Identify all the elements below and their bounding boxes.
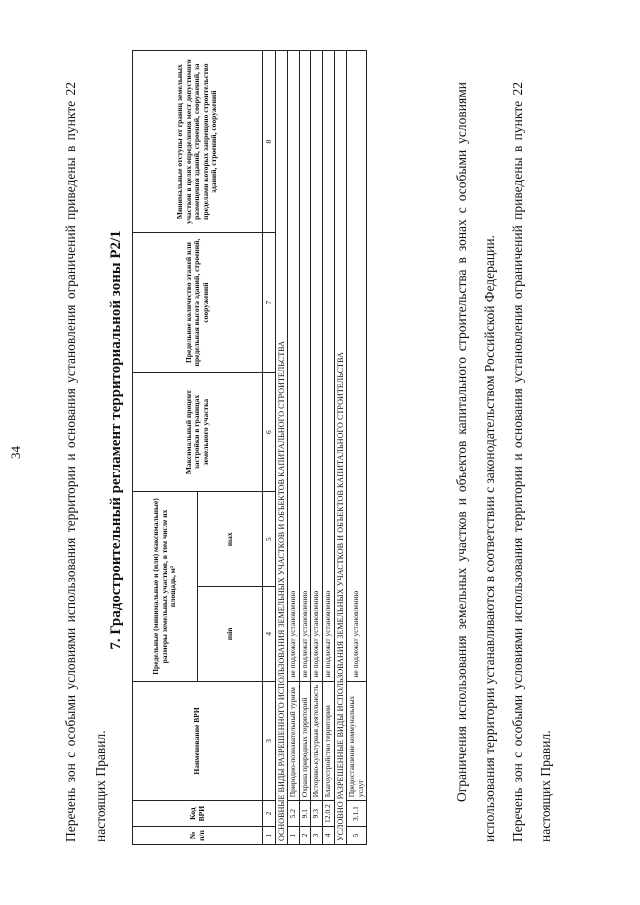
header-name: Наименование ВРИ	[133, 681, 263, 801]
row-value: не подлежат установлению	[311, 51, 323, 682]
section-main-label: ОСНОВНЫЕ ВИДЫ РАЗРЕШЕННОГО ИСПОЛЬЗОВАНИЯ ЗЕМЕЛЬНЫХ УЧАСТКОВ И ОБЪЕКТОВ КАПИТАЛЬНОГО СТРОИТЕЛЬСТВА	[276, 51, 288, 845]
column-number: 4	[263, 587, 276, 682]
section-row-conditional	[334, 51, 346, 845]
column-number: 6	[263, 372, 276, 492]
row-code: 5.2	[288, 801, 300, 827]
table-row	[299, 51, 311, 845]
row-number: 1	[288, 827, 300, 845]
row-number: 4	[323, 827, 335, 845]
header-min: min	[198, 587, 263, 682]
row-value: не подлежат установлению	[346, 51, 366, 682]
row-value: не подлежат установлению	[299, 51, 311, 682]
header-min-setbacks: Минимальные отступы от границ земельных участков в целях определения мест допустимого размещения зданий, строений, сооружений, за пределами которых запрещено строительство зданий, строений, сооружений	[133, 51, 263, 233]
section-conditional-label: УСЛОВНО РАЗРЕШЕННЫЕ ВИДЫ ИСПОЛЬЗОВАНИЯ ЗЕМЕЛЬНЫХ УЧАСТКОВ И ОБЪЕКТОВ КАПИТАЛЬНОГО СТРОИТЕЛЬСТВА	[334, 51, 346, 845]
column-number: 1	[263, 827, 276, 845]
table-row	[288, 51, 300, 845]
page-number: 34	[8, 446, 23, 459]
header-sizes: Предельные (минимальные и (или) максимальные) размеры земельных участков, в том числе их площадь, м²	[133, 492, 198, 681]
intro-paragraph: Перечень зон с особыми условиями использования территории и основания установления ограничений приведены в пункте 22 настоящих Правил.	[63, 82, 108, 842]
column-number: 8	[263, 51, 276, 233]
row-name: Благоустройство территории	[323, 681, 335, 801]
outro-paragraph-1: Ограничения использования земельных участков и объектов капитального строительства в зонах с особыми условиями использования территории устанавливаются в соответствии с законодательством Российской Федерации.	[454, 82, 497, 842]
table-row	[323, 51, 335, 845]
header-number: № п/п	[133, 827, 263, 845]
table-row	[346, 51, 366, 845]
row-value: не подлежат установлению	[288, 51, 300, 682]
column-number: 5	[263, 492, 276, 587]
row-code: 9.3	[311, 801, 323, 827]
outro-paragraph-2: Перечень зон с особыми условиями использования территории и основания установления ограничений приведены в пункте 22 настоящих Правил.	[510, 82, 553, 842]
regulation-table	[132, 50, 367, 845]
row-number: 3	[311, 827, 323, 845]
column-numbers-row	[263, 51, 276, 845]
table-row	[311, 51, 323, 845]
row-code: 3.1.1	[346, 801, 366, 827]
row-number: 2	[299, 827, 311, 845]
row-code: 9.1	[299, 801, 311, 827]
row-number: 5	[346, 827, 366, 845]
row-name: Охрана природных территорий	[299, 681, 311, 801]
row-name: Предоставление коммунальных услуг	[346, 681, 366, 801]
header-code: Код ВРИ	[133, 801, 263, 827]
section-title: 7. Градостроительный регламент территориальной зоны Р2/1	[108, 230, 124, 650]
header-max-percent: Максимальный процент застройки в границах земельного участка	[133, 372, 263, 492]
outro-text	[448, 82, 560, 842]
column-number: 3	[263, 681, 276, 801]
row-name: Природно-познавательный туризм	[288, 681, 300, 801]
section-row-main	[276, 51, 288, 845]
header-max-floors: Предельное количество этажей или предельная высота зданий, строений, сооружений	[133, 233, 263, 372]
column-number: 7	[263, 233, 276, 372]
column-number: 2	[263, 801, 276, 827]
row-name: Историко-культурная деятельность	[311, 681, 323, 801]
header-row	[133, 51, 198, 845]
row-code: 12.0.2	[323, 801, 335, 827]
row-value: не подлежат установлению	[323, 51, 335, 682]
header-max: max	[198, 492, 263, 587]
